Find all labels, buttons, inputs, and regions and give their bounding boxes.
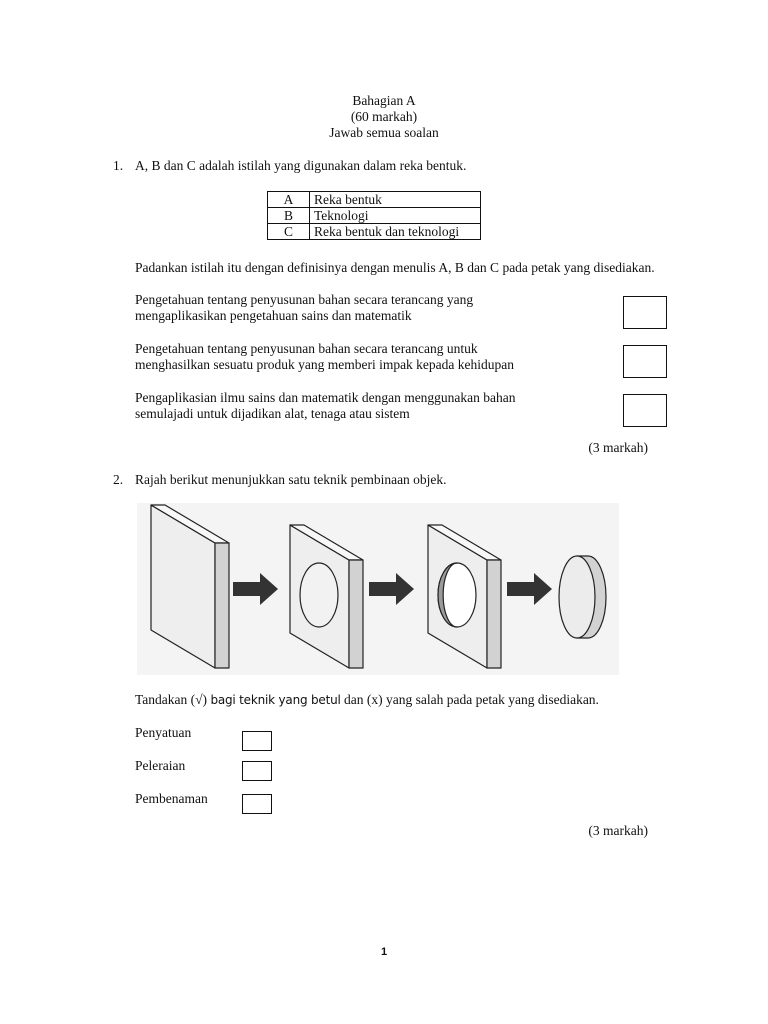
definition-2-line2: menghasilkan sesuatu produk yang memberi impak kepada kehidupan xyxy=(135,357,515,372)
question-2-instruction xyxy=(135,692,599,708)
definition-2-line1: Pengetahuan tentang penyusunan bahan secara terancang untuk xyxy=(135,341,478,356)
term-letter: C xyxy=(268,224,310,240)
arrow-right-icon xyxy=(507,573,552,605)
terms-table xyxy=(267,191,481,240)
question-1-instruction: Padankan istilah itu dengan definisinya dengan menulis A, B dan C pada petak yang disediakan. xyxy=(135,260,655,275)
option-label-penyatuan: Penyatuan xyxy=(135,725,192,740)
term-name: Teknologi xyxy=(310,208,481,224)
disc-piece xyxy=(559,556,606,638)
checkbox-pembenaman[interactable] xyxy=(242,794,272,814)
solid-block xyxy=(151,505,229,668)
option-label-peleraian: Peleraian xyxy=(135,758,186,773)
question-2-prompt: Rajah berikut menunjukkan satu teknik pembinaan objek. xyxy=(135,472,447,487)
hollow-block xyxy=(428,525,501,668)
term-letter: A xyxy=(268,192,310,208)
definition-3-line2: semulajadi untuk dijadikan alat, tenaga atau sistem xyxy=(135,406,410,421)
marked-block xyxy=(290,525,363,668)
checkbox-penyatuan[interactable] xyxy=(242,731,272,751)
instruction-handwritten: bagi teknik yang betul xyxy=(210,693,341,707)
definition-3 xyxy=(135,390,605,422)
section-instruction: Jawab semua soalan xyxy=(329,125,439,140)
construction-technique-figure xyxy=(137,503,619,675)
section-header xyxy=(0,93,768,141)
answer-box-2[interactable] xyxy=(623,345,667,378)
instruction-part-a: Tandakan (√) xyxy=(135,692,211,707)
definition-2 xyxy=(135,341,605,373)
section-marks: (60 markah) xyxy=(350,109,418,124)
option-label-pembenaman: Pembenaman xyxy=(135,791,208,806)
definition-1-line2: mengaplikasikan pengetahuan sains dan matematik xyxy=(135,308,412,323)
term-letter: B xyxy=(268,208,310,224)
page-number: 1 xyxy=(380,946,388,958)
question-1-number: 1. xyxy=(113,158,124,173)
arrow-right-icon xyxy=(369,573,414,605)
answer-box-3[interactable] xyxy=(623,394,667,427)
term-name: Reka bentuk dan teknologi xyxy=(310,224,481,240)
question-1-prompt: A, B dan C adalah istilah yang digunakan dalam reka bentuk. xyxy=(135,158,467,173)
definition-1 xyxy=(135,292,605,324)
instruction-part-b: dan (x) yang salah pada petak yang disediakan. xyxy=(340,692,599,707)
question-2-marks: (3 markah) xyxy=(588,823,648,838)
definition-3-line1: Pengaplikasian ilmu sains dan matematik dengan menggunakan bahan xyxy=(135,390,516,405)
question-1-marks: (3 markah) xyxy=(588,440,648,455)
table-row xyxy=(268,224,481,240)
section-title: Bahagian A xyxy=(352,93,416,108)
table-row xyxy=(268,192,481,208)
definition-1-line1: Pengetahuan tentang penyusunan bahan secara terancang yang xyxy=(135,292,474,307)
term-name: Reka bentuk xyxy=(310,192,481,208)
figure-drawing xyxy=(137,503,619,675)
checkbox-peleraian[interactable] xyxy=(242,761,272,781)
table-row xyxy=(268,208,481,224)
arrow-right-icon xyxy=(233,573,278,605)
question-2-number: 2. xyxy=(113,472,124,487)
answer-box-1[interactable] xyxy=(623,296,667,329)
